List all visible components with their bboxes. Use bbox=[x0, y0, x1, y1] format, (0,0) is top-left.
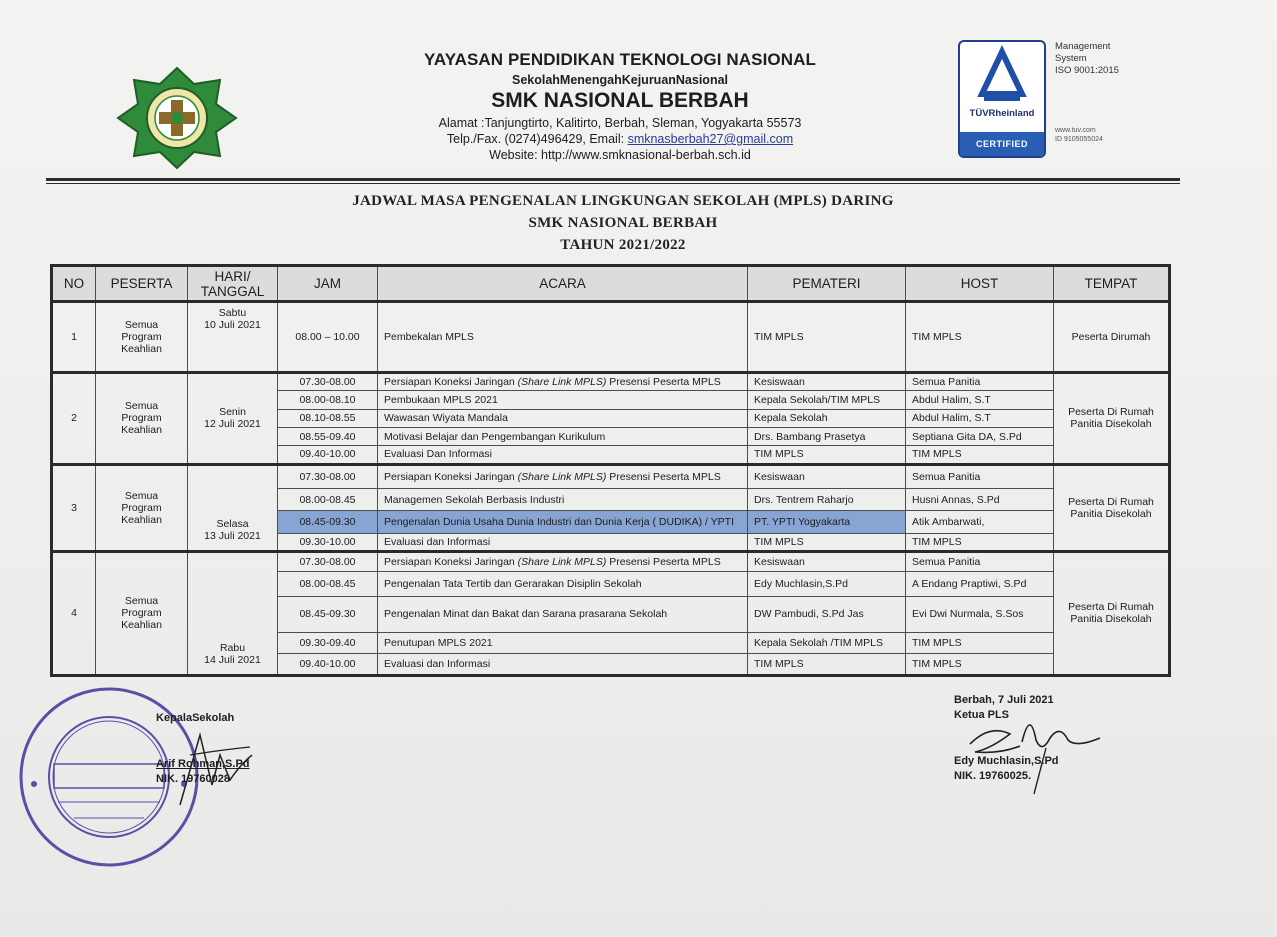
cell-jam: 07.30-08.00 bbox=[278, 464, 378, 488]
header-peserta: PESERTA bbox=[96, 266, 188, 302]
cell-host: Abdul Halim, S.T bbox=[906, 391, 1054, 409]
cell-pemateri: Drs. Tentrem Raharjo bbox=[748, 488, 906, 510]
cell-acara: Pengenalan Minat dan Bakat dan Sarana prasarana Sekolah bbox=[378, 596, 748, 633]
table-row bbox=[52, 464, 1170, 488]
website-text: Website: http://www.smknasional-berbah.sch.id bbox=[489, 148, 751, 162]
cell-acara bbox=[378, 373, 748, 391]
cell-jam: 08.55-09.40 bbox=[278, 427, 378, 445]
cell-host: Abdul Halim, S.T bbox=[906, 409, 1054, 427]
cell-host: Husni Annas, S.Pd bbox=[906, 488, 1054, 510]
cell-acara bbox=[378, 464, 748, 488]
cell-host: A Endang Praptiwi, S.Pd bbox=[906, 572, 1054, 596]
cell-pemateri: TIM MPLS bbox=[748, 446, 906, 464]
table-row bbox=[52, 373, 1170, 391]
cell-peserta: Semua Program Keahlian bbox=[96, 551, 188, 675]
cell-jam: 08.00 – 10.00 bbox=[278, 302, 378, 373]
iso-line-1: Management bbox=[1055, 41, 1111, 52]
cell-host: TIM MPLS bbox=[906, 533, 1054, 551]
letterhead bbox=[400, 50, 840, 162]
committee-chair-name: Edy Muchlasin,S.Pd bbox=[954, 755, 1059, 767]
cell-pemateri: TIM MPLS bbox=[748, 533, 906, 551]
cell-host: TIM MPLS bbox=[906, 446, 1054, 464]
cell-jam: 07.30-08.00 bbox=[278, 551, 378, 571]
cell-hari: Rabu 14 Juli 2021 bbox=[188, 551, 278, 675]
cell-jam: 08.45-09.30 bbox=[278, 596, 378, 633]
phone-text: Telp./Fax. (0274)496429, Email: bbox=[446, 132, 625, 146]
cell-host: Septiana Gita DA, S.Pd bbox=[906, 427, 1054, 445]
cell-host: Evi Dwi Nurmala, S.Sos bbox=[906, 596, 1054, 633]
tuv-certified-label: CERTIFIED bbox=[960, 132, 1044, 156]
sign-place-date: Berbah, 7 Juli 2021 bbox=[954, 694, 1054, 706]
cell-acara bbox=[378, 551, 748, 571]
acara-share-link: (Share Link MPLS) bbox=[517, 470, 607, 483]
cell-acara: Pengenalan Tata Tertib dan Gerarakan Disiplin Sekolah bbox=[378, 572, 748, 596]
tuv-id-info bbox=[1055, 126, 1145, 144]
header-pemateri: PEMATERI bbox=[748, 266, 906, 302]
iso-info bbox=[1055, 41, 1145, 77]
principal-role: KepalaSekolah bbox=[156, 712, 235, 724]
cell-jam: 08.45-09.30 bbox=[278, 511, 378, 533]
cell-jam: 07.30-08.00 bbox=[278, 373, 378, 391]
iso-line-2: System bbox=[1055, 53, 1087, 64]
tuv-id: ID 9105055024 bbox=[1055, 136, 1103, 143]
cell-host: TIM MPLS bbox=[906, 633, 1054, 653]
school-contact bbox=[400, 132, 840, 146]
school-address: Alamat :Tanjungtirto, Kalitirto, Berbah, Sleman, Yogyakarta 55573 bbox=[438, 116, 802, 130]
school-name: SMK NASIONAL BERBAH bbox=[491, 89, 749, 112]
acara-share-link: (Share Link MPLS) bbox=[517, 556, 607, 569]
cell-pemateri: PT. YPTI Yogyakarta bbox=[748, 511, 906, 533]
header-no: NO bbox=[52, 266, 96, 302]
cell-host: Semua Panitia bbox=[906, 373, 1054, 391]
acara-text-end: Presensi Peserta MPLS bbox=[606, 470, 721, 483]
cell-jam: 09.30-09.40 bbox=[278, 633, 378, 653]
cell-tempat: Peserta Dirumah bbox=[1054, 302, 1170, 373]
cell-tempat: Peserta Di Rumah Panitia Disekolah bbox=[1054, 373, 1170, 464]
header-hari-text: HARI/ TANGGAL bbox=[200, 268, 265, 299]
cell-host: Semua Panitia bbox=[906, 551, 1054, 571]
cell-no: 4 bbox=[52, 551, 96, 675]
cell-pemateri: Kesiswaan bbox=[748, 464, 906, 488]
cell-jam: 09.30-10.00 bbox=[278, 533, 378, 551]
cell-jam: 09.40-10.00 bbox=[278, 446, 378, 464]
cell-pemateri: DW Pambudi, S.Pd Jas bbox=[748, 596, 906, 633]
cell-host: TIM MPLS bbox=[906, 653, 1054, 676]
header-acara: ACARA bbox=[378, 266, 748, 302]
principal-signature-icon bbox=[160, 725, 256, 815]
title-line-1: JADWAL MASA PENGENALAN LINGKUNGAN SEKOLAH (MPLS) DARING bbox=[352, 193, 894, 209]
cell-acara: Pengenalan Dunia Usaha Dunia Industri dan Dunia Kerja ( DUDIKA) / YPTI bbox=[378, 511, 748, 533]
title-line-3: TAHUN 2021/2022 bbox=[560, 237, 686, 253]
acara-text-end: Presensi Peserta MPLS bbox=[606, 556, 721, 569]
cell-acara: Evaluasi dan Informasi bbox=[378, 653, 748, 676]
cell-pemateri: Kepala Sekolah /TIM MPLS bbox=[748, 633, 906, 653]
cell-jam: 09.40-10.00 bbox=[278, 653, 378, 676]
document-title bbox=[250, 190, 996, 256]
cell-hari: Senin 12 Juli 2021 bbox=[188, 373, 278, 464]
cell-hari: Selasa 13 Juli 2021 bbox=[188, 464, 278, 551]
cell-acara: Penutupan MPLS 2021 bbox=[378, 633, 748, 653]
acara-text: Persiapan Koneksi Jaringan bbox=[384, 470, 518, 483]
email-link[interactable]: smknasberbah27@gmail.com bbox=[627, 132, 794, 146]
cell-acara: Pembukaan MPLS 2021 bbox=[378, 391, 748, 409]
cell-pemateri: Kepala Sekolah bbox=[748, 409, 906, 427]
school-type: SekolahMenengahKejuruanNasional bbox=[511, 73, 729, 87]
cell-jam: 08.00-08.10 bbox=[278, 391, 378, 409]
letterhead-divider bbox=[46, 178, 1180, 181]
committee-chair-role: Ketua PLS bbox=[954, 709, 1010, 721]
cell-hari: Sabtu 10 Juli 2021 bbox=[188, 302, 278, 373]
tuv-web: www.tuv.com bbox=[1055, 127, 1096, 134]
cell-acara: Managemen Sekolah Berbasis Industri bbox=[378, 488, 748, 510]
cell-pemateri: Kepala Sekolah/TIM MPLS bbox=[748, 391, 906, 409]
cell-jam: 08.00-08.45 bbox=[278, 488, 378, 510]
cell-host: TIM MPLS bbox=[906, 302, 1054, 373]
table-row bbox=[52, 302, 1170, 373]
cell-no: 2 bbox=[52, 373, 96, 464]
cell-pemateri: TIM MPLS bbox=[748, 653, 906, 676]
tuv-brand: TÜVRheinland bbox=[969, 108, 1035, 119]
cell-pemateri: TIM MPLS bbox=[748, 302, 906, 373]
header-hari-tanggal bbox=[188, 266, 278, 302]
cell-peserta: Semua Program Keahlian bbox=[96, 464, 188, 551]
school-logo-icon bbox=[116, 66, 238, 170]
principal-nik: NIK. 19760028 bbox=[156, 773, 230, 785]
header-jam: JAM bbox=[278, 266, 378, 302]
cell-peserta: Semua Program Keahlian bbox=[96, 373, 188, 464]
cell-pemateri: Drs. Bambang Prasetya bbox=[748, 427, 906, 445]
acara-text: Persiapan Koneksi Jaringan bbox=[384, 556, 518, 569]
cell-acara: Wawasan Wiyata Mandala bbox=[378, 409, 748, 427]
header-tempat: TEMPAT bbox=[1054, 266, 1170, 302]
acara-text-end: Presensi Peserta MPLS bbox=[606, 376, 721, 389]
cell-peserta: Semua Program Keahlian bbox=[96, 302, 188, 373]
tuv-certification-badge bbox=[958, 40, 1046, 158]
cell-tempat: Peserta Di Rumah Panitia Disekolah bbox=[1054, 464, 1170, 551]
cell-tempat: Peserta Di Rumah Panitia Disekolah bbox=[1054, 551, 1170, 675]
committee-chair-nik: NIK. 19760025. bbox=[954, 770, 1032, 782]
cell-jam: 08.10-08.55 bbox=[278, 409, 378, 427]
title-line-2: SMK NASIONAL BERBAH bbox=[528, 215, 718, 231]
table-row bbox=[52, 551, 1170, 571]
acara-text: Persiapan Koneksi Jaringan bbox=[384, 376, 518, 389]
foundation-name: YAYASAN PENDIDIKAN TEKNOLOGI NASIONAL bbox=[424, 50, 816, 69]
schedule-table bbox=[50, 264, 1171, 677]
cell-host: Semua Panitia bbox=[906, 464, 1054, 488]
cell-pemateri: Kesiswaan bbox=[748, 551, 906, 571]
tuv-triangle-icon bbox=[960, 42, 1044, 108]
cell-acara: Pembekalan MPLS bbox=[378, 302, 748, 373]
iso-line-3: ISO 9001:2015 bbox=[1055, 65, 1119, 76]
acara-share-link: (Share Link MPLS) bbox=[517, 376, 607, 389]
header-host: HOST bbox=[906, 266, 1054, 302]
cell-jam: 08.00-08.45 bbox=[278, 572, 378, 596]
cell-no: 3 bbox=[52, 464, 96, 551]
cell-no: 1 bbox=[52, 302, 96, 373]
cell-pemateri: Edy Muchlasin,S.Pd bbox=[748, 572, 906, 596]
cell-host: Atik Ambarwati, bbox=[906, 511, 1054, 533]
cell-acara: Evaluasi Dan Informasi bbox=[378, 446, 748, 464]
cell-pemateri: Kesiswaan bbox=[748, 373, 906, 391]
cell-acara: Evaluasi dan Informasi bbox=[378, 533, 748, 551]
principal-name: Arif Rohman,S.Pd bbox=[156, 758, 250, 770]
table-header-row bbox=[52, 266, 1170, 302]
cell-acara: Motivasi Belajar dan Pengembangan Kurikulum bbox=[378, 427, 748, 445]
letterhead-divider-thin bbox=[46, 183, 1180, 184]
